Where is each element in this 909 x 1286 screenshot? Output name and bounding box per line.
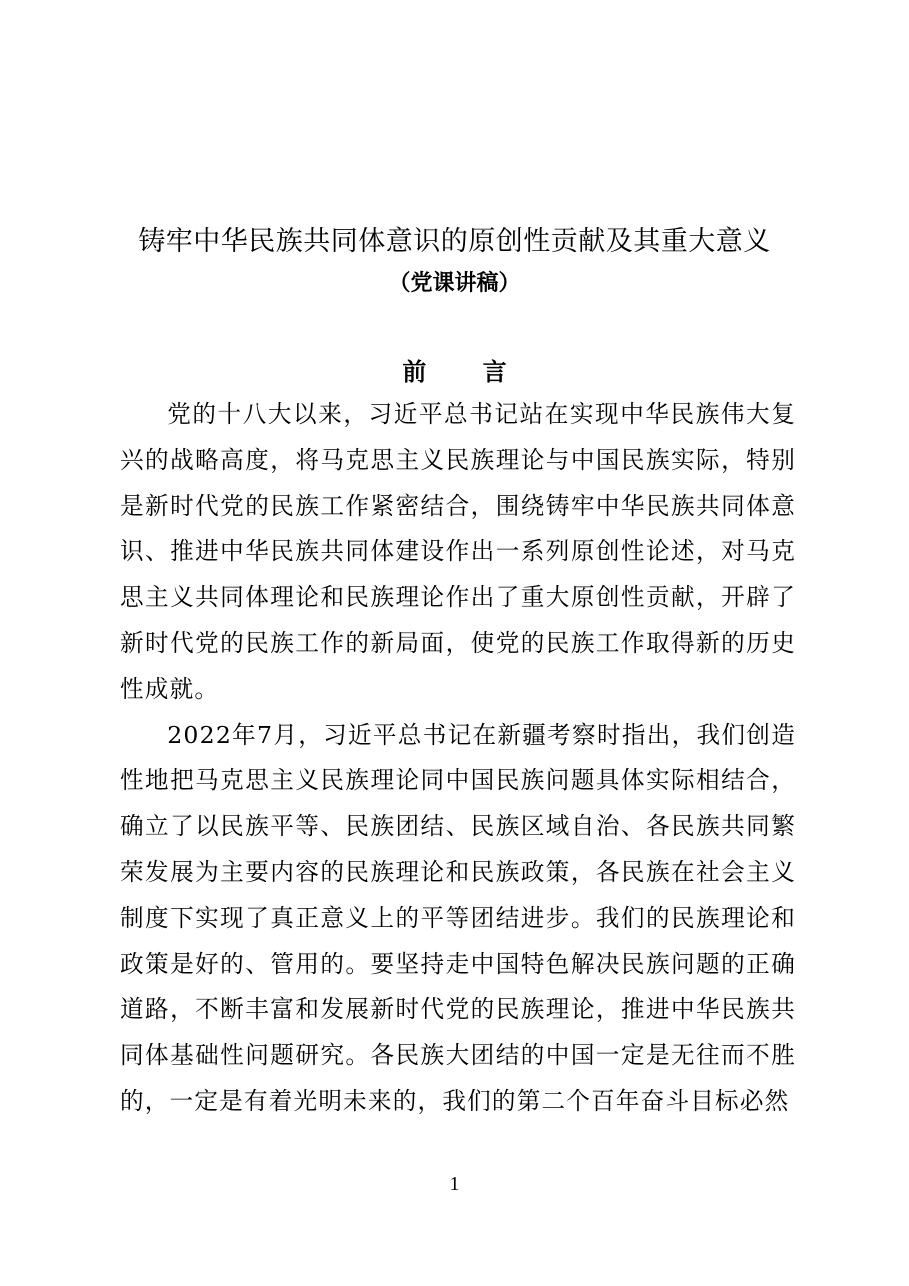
section-heading: 前 言: [402, 358, 531, 386]
document-subtitle: （党课讲稿）: [388, 271, 521, 296]
body-text: [120, 392, 796, 1125]
paragraph-1: 党的十八大以来，习近平总书记站在实现中华民族伟大复兴的战略高度，将马克思主义民族理论与中国民族实际，特别是新时代党的民族工作紧密结合，围绕铸牢中华民族共同体意识、推进中华民族共同体建设作出一系列原创性论述，对马克思主义共同体理论和民族理论作出了重大原创性贡献，开辟了新时代党的民族工作的新局面，使党的民族工作取得新的历史性成就。: [120, 400, 796, 703]
page-number: 1: [449, 1173, 460, 1195]
document-title: 铸牢中华民族共同体意识的原创性贡献及其重大意义: [138, 226, 771, 257]
paragraph-2: 2022年7月，习近平总书记在新疆考察时指出，我们创造性地把马克思主义民族理论同中国民族问题具体实际相结合，确立了以民族平等、民族团结、民族区域自治、各民族共同繁荣发展为主要内容的民族理论和民族政策，各民族在社会主义制度下实现了真正意义上的平等团结进步。我们的民族理论和政策是好的、管用的。要坚持走中国特色解决民族问题的正确道路，不断丰富和发展新时代党的民族理论，推进中华民族共同体基础性问题研究。各民族大团结的中国一定是无往而不胜的，一定是有着光明未来的，我们的第二个百年奋斗目标必然: [120, 720, 796, 1115]
